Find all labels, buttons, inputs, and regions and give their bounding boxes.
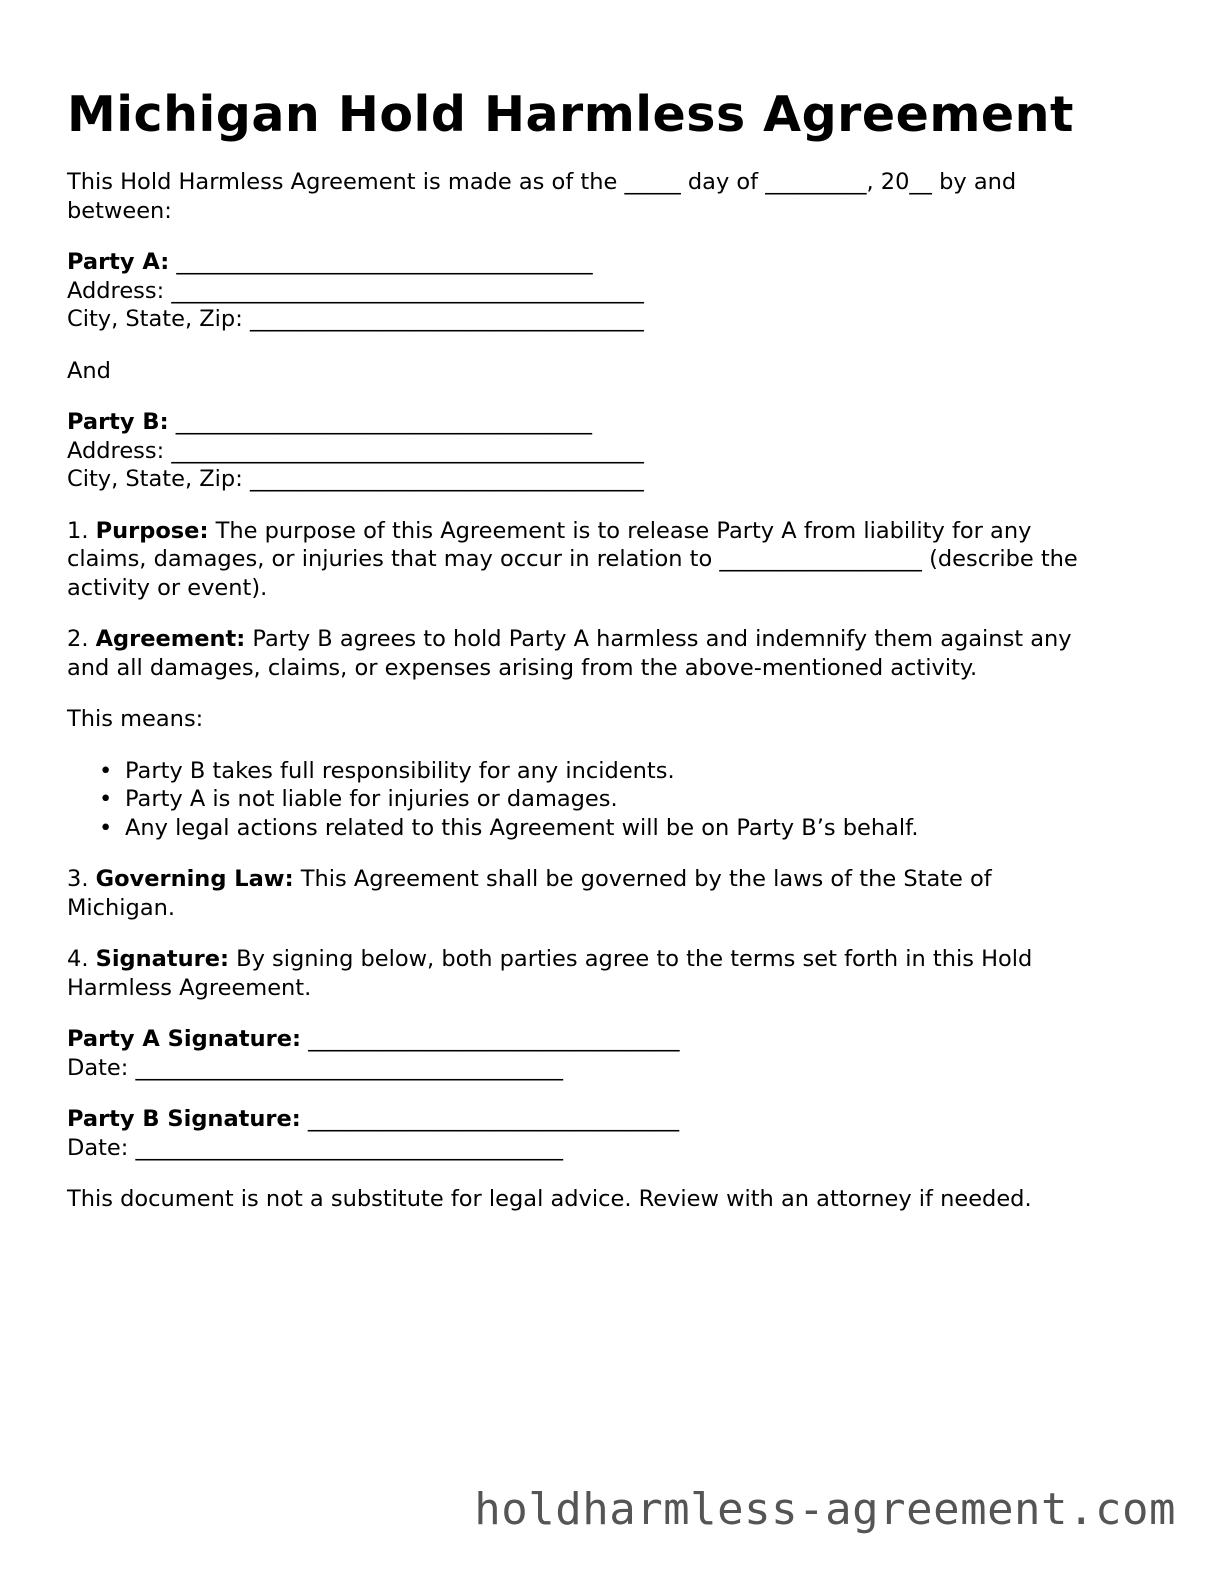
intro-line-1: This Hold Harmless Agreement is made as of the _____ day of _________, 20__ by and xyxy=(67,169,1017,195)
purpose-line-1: The purpose of this Agreement is to release Party A from liability for any xyxy=(215,517,1032,544)
party-b-label: Party B: xyxy=(67,409,169,435)
intro-line-2: between: xyxy=(67,197,172,224)
purpose-line-3: activity or event). xyxy=(67,574,268,601)
agreement-number: 2. xyxy=(67,626,89,652)
party-b-date-line: Date: ______________________________________ xyxy=(67,1134,564,1161)
document-page xyxy=(67,84,1167,1237)
signature-heading: Signature: xyxy=(95,946,229,972)
governing-law-line-1: This Agreement shall be governed by the laws of the State of xyxy=(300,866,992,892)
purpose-heading: Purpose: xyxy=(95,517,209,544)
means-intro: This means: xyxy=(67,706,204,732)
watermark: holdharmless-agreement.com xyxy=(474,1484,1176,1535)
purpose-number: 1. xyxy=(67,517,89,544)
party-b-city-line: City, State, Zip: ___________________________________ xyxy=(67,466,644,492)
section-purpose xyxy=(67,517,1167,603)
party-a-name-line xyxy=(67,248,1167,277)
party-b-signature-block xyxy=(67,1105,1167,1162)
party-a-name-field: _____________________________________ xyxy=(176,249,593,275)
party-b-block xyxy=(67,408,1167,494)
party-b-address-line: Address: __________________________________________ xyxy=(67,437,644,464)
list-item: • Any legal actions related to this Agreement will be on Party B’s behalf. xyxy=(125,814,1167,843)
agreement-line-1: Party B agrees to hold Party A harmless and indemnify them against any xyxy=(252,626,1072,652)
section-governing-law xyxy=(67,865,1167,922)
section-signature xyxy=(67,945,1167,1002)
and-text: And xyxy=(67,357,111,384)
agreement-heading: Agreement: xyxy=(95,626,246,652)
party-a-signature-label: Party A Signature: xyxy=(67,1026,302,1052)
agreement-line-2: and all damages, claims, or expenses arising from the above-mentioned activity. xyxy=(67,654,978,681)
party-a-signature-field: _________________________________ xyxy=(308,1026,680,1052)
signature-line-1: By signing below, both parties agree to the terms set forth in this Hold xyxy=(236,946,1033,972)
party-b-signature-field: _________________________________ xyxy=(307,1106,680,1132)
party-b-name-line xyxy=(67,408,1167,437)
disclaimer: This document is not a substitute for legal advice. Review with an attorney if needed. xyxy=(67,1186,1032,1212)
party-b-signature-label: Party B Signature: xyxy=(67,1106,301,1132)
governing-law-number: 3. xyxy=(67,866,89,892)
party-a-city-line: City, State, Zip: ___________________________________ xyxy=(67,306,644,332)
means-list xyxy=(67,757,1167,843)
governing-law-line-2: Michigan. xyxy=(67,894,176,921)
section-agreement xyxy=(67,625,1167,682)
party-a-date-line: Date: ______________________________________ xyxy=(67,1054,564,1081)
signature-number: 4. xyxy=(67,946,89,972)
purpose-line-2: claims, damages, or injuries that may occur in relation to __________________ (describe the xyxy=(67,546,1078,572)
party-a-address-line: Address: __________________________________________ xyxy=(67,277,644,304)
party-b-name-field: _____________________________________ xyxy=(175,409,592,435)
list-item: • Party B takes full responsibility for any incidents. xyxy=(125,757,1167,786)
party-a-label: Party A: xyxy=(67,249,170,275)
governing-law-heading: Governing Law: xyxy=(95,866,294,892)
party-a-block xyxy=(67,248,1167,334)
signature-line-2: Harmless Agreement. xyxy=(67,974,312,1001)
intro-paragraph xyxy=(67,168,1167,225)
list-item: • Party A is not liable for injuries or damages. xyxy=(125,785,1167,814)
party-a-signature-block xyxy=(67,1025,1167,1082)
document-title: Michigan Hold Harmless Agreement xyxy=(67,86,1074,143)
